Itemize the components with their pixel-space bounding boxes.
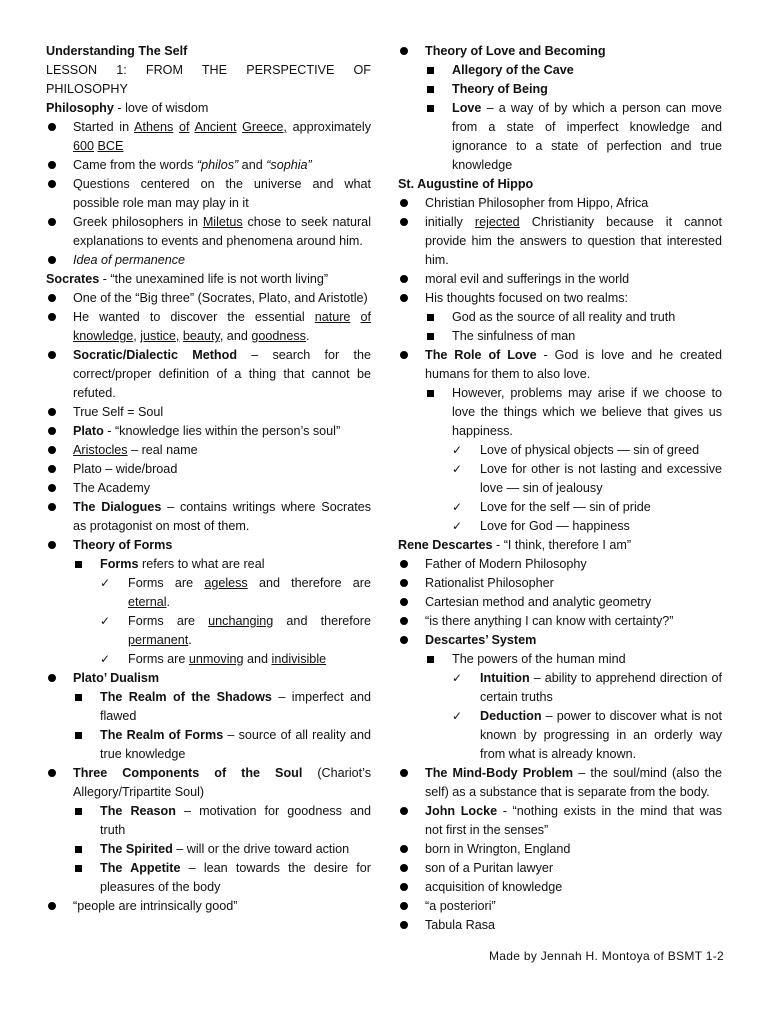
bullet-christian: Christian Philosopher from Hippo, Africa bbox=[398, 194, 722, 213]
square-cave: Allegory of the Cave bbox=[398, 61, 722, 80]
right-column bbox=[398, 42, 722, 935]
aristocles: Aristocles bbox=[73, 443, 128, 457]
bullet-intrinsically: “people are intrinsically good” bbox=[46, 897, 371, 916]
check-deduction bbox=[398, 707, 722, 764]
spirited-def: – will or the drive toward action bbox=[172, 842, 350, 856]
text: Forms are bbox=[128, 576, 205, 590]
descartes-quote: - “I think, therefore I am” bbox=[492, 538, 632, 552]
text: initially bbox=[425, 215, 475, 229]
bullet-trueself: True Self = Soul bbox=[46, 403, 371, 422]
spirited-term: The Spirited bbox=[100, 842, 173, 856]
square-god: God as the source of all reality and truth bbox=[398, 308, 722, 327]
love-def: – a way of by which a person can move from a state of imperfect knowledge and ignorance to a state of perfection and true knowledge bbox=[452, 101, 722, 172]
bullet-love-becoming: Theory of Love and Becoming bbox=[398, 42, 722, 61]
locke-def: - “nothing exists in the mind that was not first in the senses” bbox=[425, 804, 722, 837]
rejected: rejected bbox=[474, 215, 520, 229]
square-sinfulness: The sinfulness of man bbox=[398, 327, 722, 346]
bullet-aristocles bbox=[46, 441, 371, 460]
square-shadows bbox=[46, 688, 371, 726]
love-term: Love bbox=[452, 101, 482, 115]
text: , and bbox=[219, 329, 252, 343]
descartes-term: Rene Descartes bbox=[398, 538, 493, 552]
square-reason bbox=[46, 802, 371, 840]
plato-def: - “knowledge lies within the person’s soul” bbox=[103, 424, 341, 438]
unmoving: unmoving bbox=[188, 652, 244, 666]
square-realm-forms bbox=[46, 726, 371, 764]
greece: Greece, bbox=[242, 120, 287, 134]
indivisible: indivisible bbox=[271, 652, 327, 666]
descartes-heading bbox=[398, 536, 722, 555]
beauty: beauty bbox=[182, 329, 220, 343]
square-spirited bbox=[46, 840, 371, 859]
bullet-tabula: Tabula Rasa bbox=[398, 916, 722, 935]
text: Forms are bbox=[128, 614, 209, 628]
realm-forms-term: The Realm of Forms bbox=[100, 728, 224, 742]
bullet-three-components bbox=[46, 764, 371, 802]
bullet-plato bbox=[46, 422, 371, 441]
bullet-bigthree: One of the “Big three” (Socrates, Plato, and Aristotle) bbox=[46, 289, 371, 308]
unchanging: unchanging bbox=[208, 614, 274, 628]
dialogues-def: – contains writings where Socrates as protagonist on most of them. bbox=[73, 500, 372, 533]
square-powers: The powers of the human mind bbox=[398, 650, 722, 669]
text: Greek philosophers in bbox=[73, 215, 203, 229]
intuition-term: Intuition bbox=[480, 671, 530, 685]
bullet-words bbox=[46, 156, 371, 175]
bullet-system: Descartes’ System bbox=[398, 631, 722, 650]
text: Christianity because it cannot provide him the answers to question that interested him. bbox=[425, 215, 722, 267]
philosophy-term: Philosophy bbox=[46, 101, 114, 115]
bullet-dialogues bbox=[46, 498, 371, 536]
bullet-discover: He wanted to discover the essential nature of knowledge, justice, beauty, and goodness. bbox=[46, 308, 371, 346]
square-forms bbox=[46, 555, 371, 574]
socrates-quote: - “the unexamined life is not worth living” bbox=[99, 272, 329, 286]
bullet-started bbox=[46, 118, 371, 156]
philos: “philos” bbox=[196, 158, 239, 172]
lesson-heading: LESSON 1: FROM THE PERSPECTIVE OF PHILOSOPHY bbox=[46, 63, 371, 96]
appetite-term: The Appetite bbox=[100, 861, 181, 875]
plato-term: Plato bbox=[73, 424, 104, 438]
eternal: eternal bbox=[128, 595, 167, 609]
socrates-heading bbox=[46, 270, 371, 289]
text: Started in bbox=[73, 120, 135, 134]
three-def: (Chariot’s Allegory/Tripartite Soul) bbox=[73, 766, 371, 799]
athens: Athens bbox=[134, 120, 174, 134]
ancient: Ancient bbox=[194, 120, 237, 134]
role-term: The Role of Love bbox=[425, 348, 537, 362]
text: approximately bbox=[286, 120, 372, 134]
reason-term: The Reason bbox=[100, 804, 176, 818]
sophia: “sophia” bbox=[266, 158, 312, 172]
socrates-term: Socrates bbox=[46, 272, 100, 286]
deduction-def: – power to discover what is not known by progressing in an orderly way from what is already known. bbox=[480, 709, 722, 761]
bullet-locke bbox=[398, 802, 722, 840]
author-footer: Made by Jennah H. Montoya of BSMT 1-2 bbox=[489, 949, 724, 963]
bullet-greek bbox=[46, 213, 371, 251]
text: and therefore are bbox=[247, 576, 371, 590]
realm-forms-def: – source of all reality and true knowledge bbox=[100, 728, 371, 761]
square-however: However, problems may arise if we choose to love the things which we believe that gives us happiness. bbox=[398, 384, 722, 441]
philosophy-def: - love of wisdom bbox=[113, 101, 209, 115]
reason-def: – motivation for goodness and truth bbox=[100, 804, 371, 837]
check-intuition bbox=[398, 669, 722, 707]
text: and therefore bbox=[273, 614, 371, 628]
bullet-posteriori: “a posteriori” bbox=[398, 897, 722, 916]
mindbody-term: The Mind-Body Problem bbox=[425, 766, 574, 780]
ageless: ageless bbox=[204, 576, 248, 590]
augustine-heading: St. Augustine of Hippo bbox=[398, 177, 534, 191]
miletus: Miletus bbox=[202, 215, 243, 229]
square-appetite bbox=[46, 859, 371, 897]
bullet-rationalist: Rationalist Philosopher bbox=[398, 574, 722, 593]
check-ageless: ✓ Forms are ageless and therefore are eternal. bbox=[46, 574, 371, 612]
text: He wanted to discover the essential bbox=[73, 310, 315, 324]
text: – real name bbox=[127, 443, 198, 457]
check-self: ✓ Love for the self — sin of pride bbox=[398, 498, 722, 517]
bce: BCE bbox=[97, 139, 124, 153]
shadows-term: The Realm of the Shadows bbox=[100, 690, 272, 704]
bullet-puritan: son of a Puritan lawyer bbox=[398, 859, 722, 878]
bullet-academy: The Academy bbox=[46, 479, 371, 498]
bullet-wrington: born in Wrington, England bbox=[398, 840, 722, 859]
bullet-mindbody bbox=[398, 764, 722, 802]
intuition-def: – ability to apprehend direction of certain truths bbox=[480, 671, 722, 704]
bullet-moral: moral evil and sufferings in the world bbox=[398, 270, 722, 289]
check-unmoving bbox=[46, 650, 371, 669]
nature: nature bbox=[314, 310, 351, 324]
text: and bbox=[243, 652, 272, 666]
knowledge: knowledge bbox=[73, 329, 134, 343]
square-being: Theory of Being bbox=[398, 80, 722, 99]
deduction-term: Deduction bbox=[480, 709, 542, 723]
forms-def: refers to what are real bbox=[138, 557, 265, 571]
dialogues-term: The Dialogues bbox=[73, 500, 162, 514]
justice: justice, bbox=[140, 329, 180, 343]
method-term: Socratic/Dialectic Method bbox=[73, 348, 238, 362]
square-love bbox=[398, 99, 722, 175]
shadows-def: – imperfect and flawed bbox=[100, 690, 371, 723]
text: chose to seek natural explanations to events and phenomena around him. bbox=[73, 215, 371, 248]
check-physical: ✓ Love of physical objects — sin of greed bbox=[398, 441, 722, 460]
check-god: ✓ Love for God — happiness bbox=[398, 517, 722, 536]
bullet-realms: His thoughts focused on two realms: bbox=[398, 289, 722, 308]
bullet-father: Father of Modern Philosophy bbox=[398, 555, 722, 574]
document-title: Understanding The Self bbox=[46, 44, 188, 58]
bullet-plato-wide: Plato – wide/broad bbox=[46, 460, 371, 479]
locke-term: John Locke bbox=[425, 804, 498, 818]
check-other: ✓ Love for other is not lasting and excessive love — sin of jealousy bbox=[398, 460, 722, 498]
text: Forms are bbox=[128, 652, 189, 666]
of: of bbox=[178, 120, 190, 134]
bullet-dualism: Plato’ Dualism bbox=[46, 669, 371, 688]
of: of bbox=[360, 310, 372, 324]
bullet-acquisition: acquisition of knowledge bbox=[398, 878, 722, 897]
bullet-permanence: Idea of permanence bbox=[46, 251, 371, 270]
philosophy-definition bbox=[46, 99, 371, 118]
text: Came from the words bbox=[73, 158, 197, 172]
check-unchanging: ✓ Forms are unchanging and therefore permanent. bbox=[46, 612, 371, 650]
bullet-questions: Questions centered on the universe and what possible role man may play in it bbox=[46, 175, 371, 213]
year: 600 bbox=[73, 139, 95, 153]
bullet-rejected bbox=[398, 213, 722, 270]
appetite-def: – lean towards the desire for pleasures of the body bbox=[100, 861, 371, 894]
role-def: - God is love and he created humans for them to also love. bbox=[425, 348, 722, 381]
three-term: Three Components of the Soul bbox=[73, 766, 303, 780]
goodness: goodness bbox=[251, 329, 306, 343]
forms-term: Forms bbox=[100, 557, 139, 571]
text: and bbox=[238, 158, 267, 172]
bullet-cartesian: Cartesian method and analytic geometry bbox=[398, 593, 722, 612]
method-def: – search for the correct/proper definition of a thing that cannot be refuted. bbox=[73, 348, 371, 400]
bullet-certainty: “is there anything I can know with certainty?” bbox=[398, 612, 722, 631]
bullet-method bbox=[46, 346, 371, 403]
bullet-theory-forms: Theory of Forms bbox=[46, 536, 371, 555]
left-column bbox=[46, 42, 371, 916]
permanent: permanent bbox=[128, 633, 189, 647]
mindbody-def: – the soul/mind (also the self) as a substance that is separate from the body. bbox=[425, 766, 722, 799]
bullet-role-love bbox=[398, 346, 722, 384]
